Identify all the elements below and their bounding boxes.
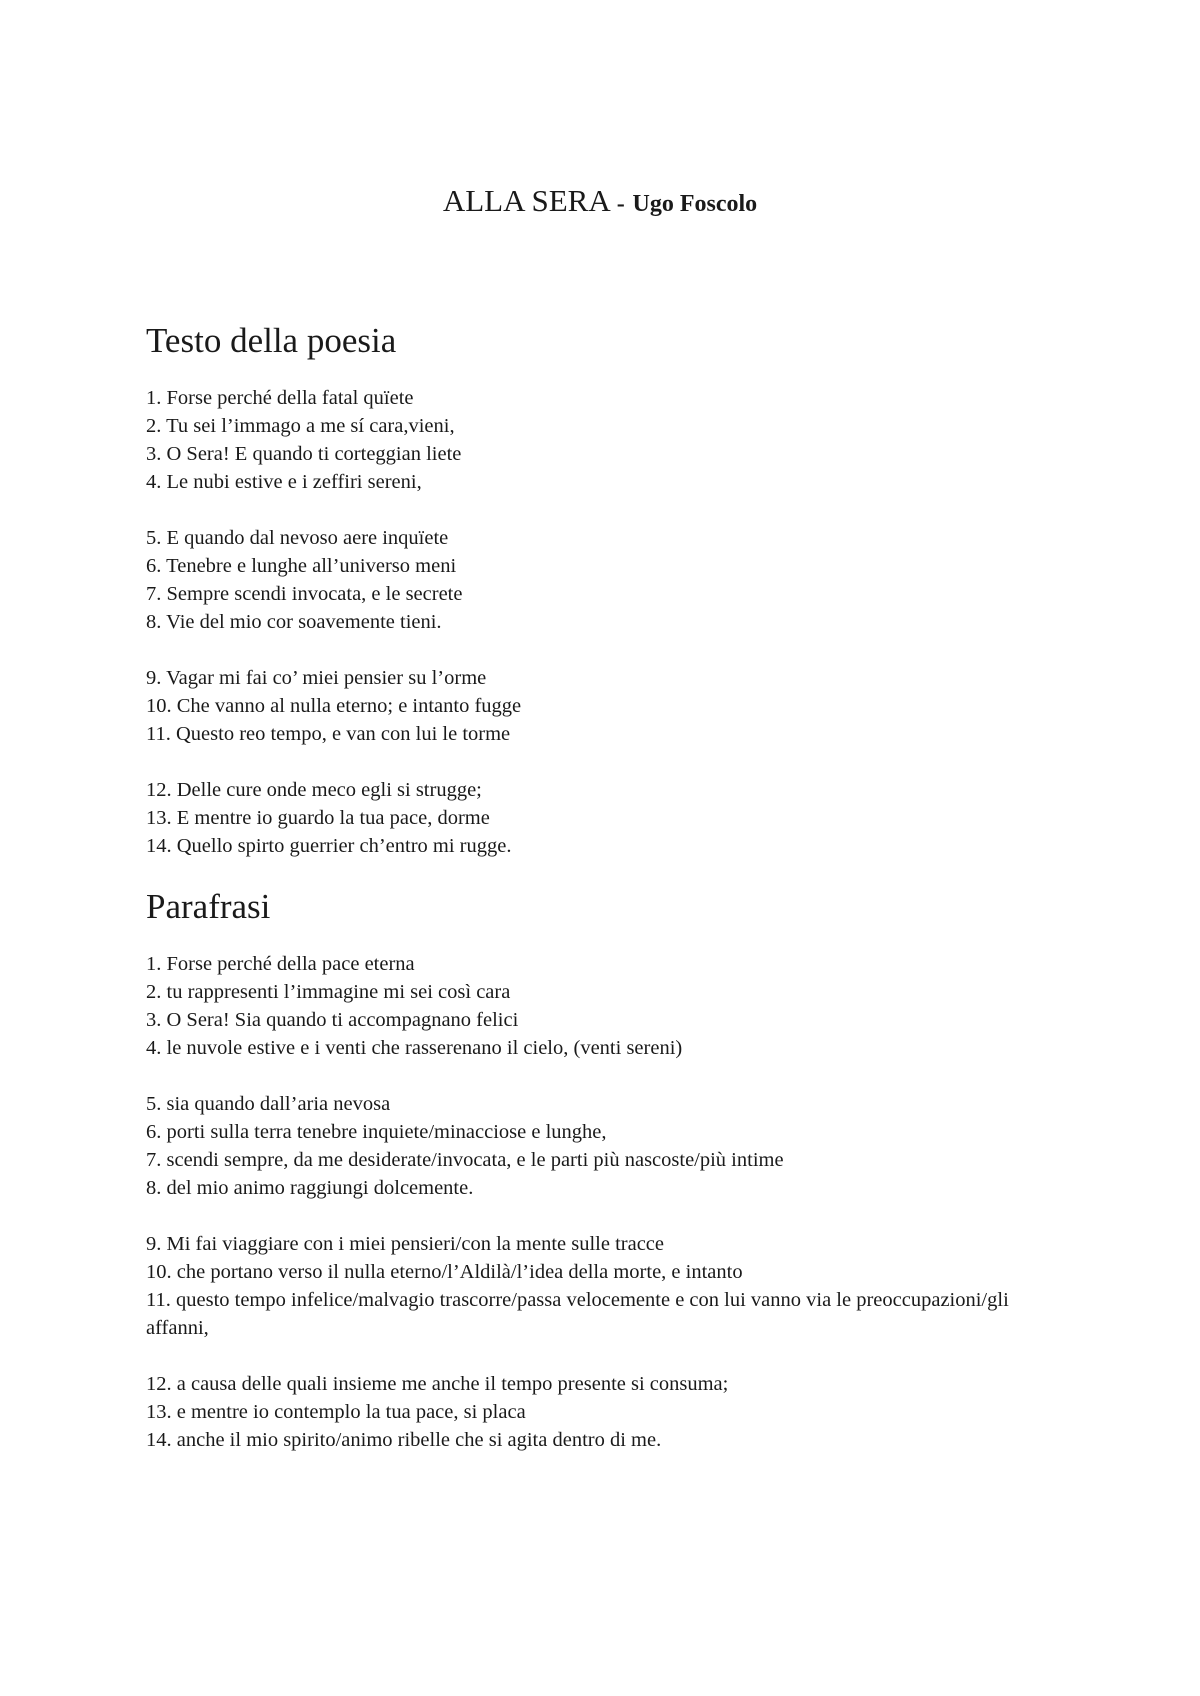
poem-stanza-1 <box>146 384 1046 496</box>
paraphrase-line: 5. sia quando dall’aria nevosa <box>146 1093 391 1115</box>
paraphrase-line: 2. tu rappresenti l’immagine mi sei così cara <box>146 981 511 1003</box>
poem-line: 3. O Sera! E quando ti corteggian liete <box>146 443 462 465</box>
poem-line: 13. E mentre io guardo la tua pace, dorme <box>146 807 490 829</box>
paraphrase-line: 13. e mentre io contemplo la tua pace, si placa <box>146 1401 526 1423</box>
paraphrase-stanza-1 <box>146 950 1046 1062</box>
paraphrase-stanza-2 <box>146 1090 1046 1202</box>
poem-stanza-2 <box>146 524 1046 636</box>
poem-line: 12. Delle cure onde meco egli si strugge; <box>146 779 482 801</box>
paraphrase-line: 1. Forse perché della pace eterna <box>146 953 415 975</box>
paraphrase-line: 10. che portano verso il nulla eterno/l’Aldilà/l’idea della morte, e intanto <box>146 1261 743 1283</box>
section-heading-poem: Testo della poesia <box>146 321 397 360</box>
paraphrase-stanza-3 <box>146 1230 1046 1342</box>
poem-line: 14. Quello spirto guerrier ch’entro mi rugge. <box>146 835 512 857</box>
title-text: ALLA SERA <box>442 183 610 218</box>
poem-line: 1. Forse perché della fatal quïete <box>146 387 414 409</box>
author-name: Ugo Foscolo <box>632 191 758 217</box>
document-title <box>0 181 1200 224</box>
paraphrase-line: 6. porti sulla terra tenebre inquiete/minacciose e lunghe, <box>146 1121 607 1143</box>
section-heading-paraphrase: Parafrasi <box>146 887 271 926</box>
poem-line: 11. Questo reo tempo, e van con lui le torme <box>146 723 511 745</box>
poem-line: 7. Sempre scendi invocata, e le secrete <box>146 583 463 605</box>
poem-stanza-3 <box>146 664 1046 748</box>
paraphrase-line: 9. Mi fai viaggiare con i miei pensieri/con la mente sulle tracce <box>146 1233 664 1255</box>
poem-line: 9. Vagar mi fai co’ miei pensier su l’orme <box>146 667 487 689</box>
paraphrase-line: 3. O Sera! Sia quando ti accompagnano felici <box>146 1009 519 1031</box>
paraphrase-line: 14. anche il mio spirito/animo ribelle che si agita dentro di me. <box>146 1429 662 1451</box>
paraphrase-line: 12. a causa delle quali insieme me anche il tempo presente si consuma; <box>146 1373 729 1395</box>
poem-line: 8. Vie del mio cor soavemente tieni. <box>146 611 442 633</box>
poem-line: 5. E quando dal nevoso aere inquïete <box>146 527 449 549</box>
poem-stanza-4 <box>146 776 1046 860</box>
paraphrase-stanza-4 <box>146 1370 1046 1454</box>
poem-line: 6. Tenebre e lunghe all’universo meni <box>146 555 457 577</box>
poem-line: 2. Tu sei l’immago a me sí cara,vieni, <box>146 415 455 437</box>
poem-line: 10. Che vanno al nulla eterno; e intanto fugge <box>146 695 522 717</box>
poem-text-section <box>146 318 1046 860</box>
poem-line: 4. Le nubi estive e i zeffiri sereni, <box>146 471 422 493</box>
paraphrase-line: 7. scendi sempre, da me desiderate/invocata, e le parti più nascoste/più intime <box>146 1149 784 1171</box>
paraphrase-section <box>146 884 1046 1454</box>
paraphrase-line: 4. le nuvole estive e i venti che rasserenano il cielo, (venti sereni) <box>146 1037 683 1059</box>
paraphrase-line: 11. questo tempo infelice/malvagio trascorre/passa velocemente e con lui vanno via le preoccupazioni/gli affanni, <box>146 1289 1009 1339</box>
paraphrase-line: 8. del mio animo raggiungi dolcemente. <box>146 1177 474 1199</box>
document-content <box>146 318 1046 1454</box>
title-separator: - <box>616 191 625 217</box>
